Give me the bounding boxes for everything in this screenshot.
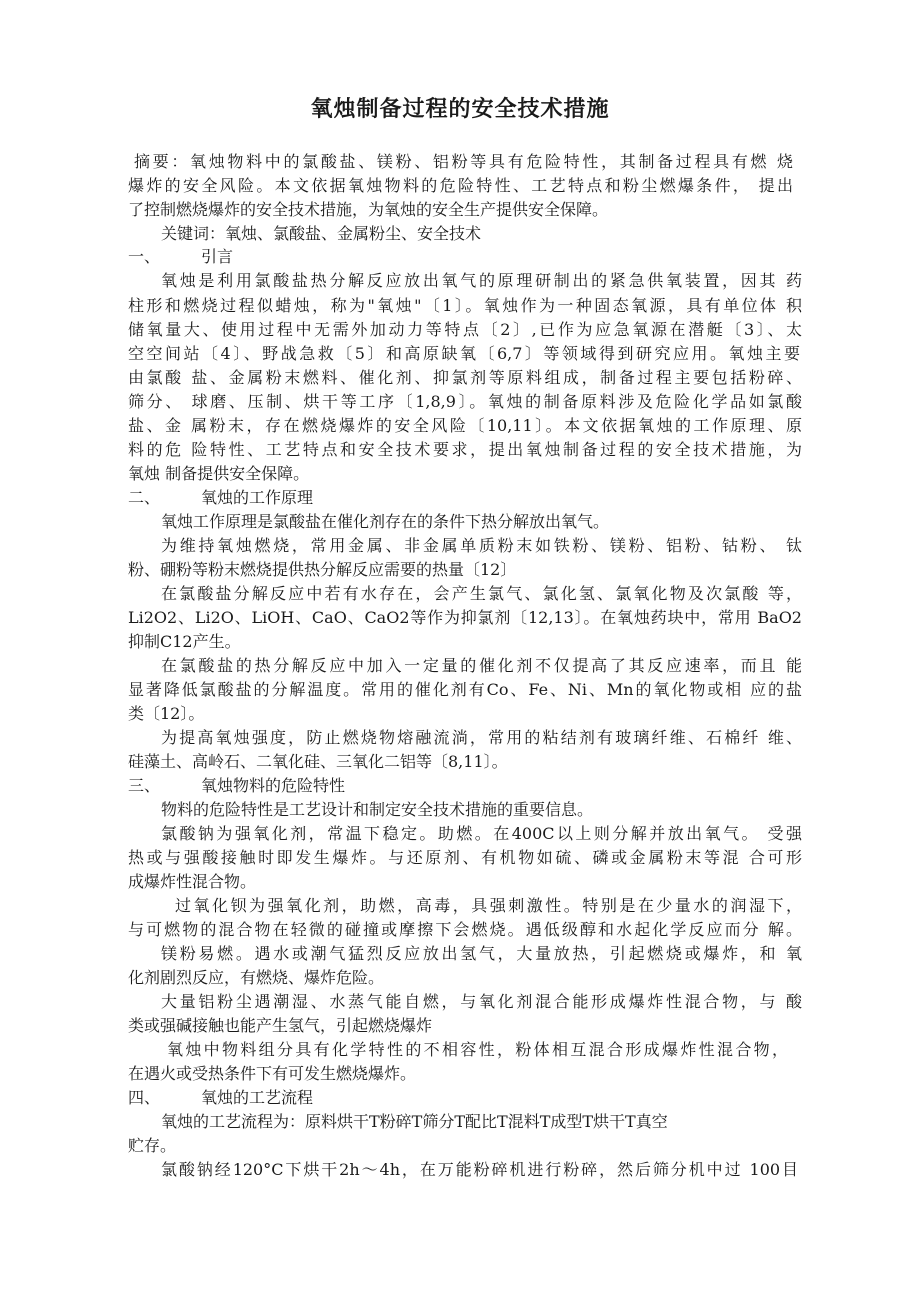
paragraph-line: 贮存。: [128, 1136, 177, 1155]
paragraph-line: 氯酸钠为强氧化剂，常温下稳定。助燃。在400C以上则分解并放出氧气。 受强: [161, 824, 802, 843]
paragraph-line: 为维持氧烛燃烧，常用金属、非金属单质粉末如铁粉、镁粉、铝粉、钴粉、 钛: [161, 536, 802, 555]
paragraph-line: Li2O2、Li2O、LiOH、CaO、CaO2等作为抑氯剂〔12,13〕。在氧烛药块中，常用 BaO2: [128, 608, 802, 627]
paragraph-line: 在氯酸盐分解反应中若有水存在，会产生氯气、氯化氢、氯氧化物及次氯酸 等，: [161, 584, 802, 603]
paragraph-line: 在氯酸盐的热分解反应中加入一定量的催化剂不仅提高了其反应速率，而且 能: [161, 656, 802, 675]
paragraph-line: 在遇火或受热条件下有可发生燃烧爆炸。: [128, 1064, 417, 1083]
abstract-line: 了控制燃烧爆炸的安全技术措施，为氧烛的安全生产提供安全保障。: [128, 200, 609, 219]
paragraph-line: 类〔12〕。: [128, 704, 205, 723]
paragraph-line: 为提高氧烛强度，防止燃烧物熔融流淌，常用的粘结剂有玻璃纤维、石棉纤 维、: [161, 728, 802, 747]
paragraph-line: 镁粉易燃。遇水或潮气猛烈反应放出氢气，大量放热，引起燃烧或爆炸，和 氧: [161, 944, 802, 963]
paragraph-line: 显著降低氯酸盐的分解温度。常用的催化剂有Co、Fe、Ni、Mn的氧化物或相 应的盐: [128, 680, 802, 699]
paragraph-line: 空空间站〔4〕、野战急救〔5〕和高原缺氧〔6,7〕等领域得到研究应用。氧烛主要: [128, 344, 800, 363]
paragraph-line: 抑制C12产生。: [128, 632, 241, 651]
keywords-line: 关键词：氧烛、氯酸盐、金属粉尘、安全技术: [161, 224, 482, 243]
paragraph-line: 氧烛工作原理是氯酸盐在催化剂存在的条件下热分解放出氧气。: [161, 512, 610, 531]
paragraph-line: 氧烛的工艺流程为：原料烘干T粉碎T筛分T配比T混料T成型T烘干T真空: [161, 1112, 668, 1131]
paragraph-line: 储氧量大、使用过程中无需外加动力等特点〔2〕,已作为应急氧源在潜艇〔3〕、太: [128, 320, 802, 339]
paragraph-line: 类或强碱接触也能产生氢气，引起燃烧爆炸: [128, 1016, 433, 1035]
paragraph-line: 氧烛 制备提供安全保障。: [128, 464, 310, 483]
paragraph-line: 与可燃物的混合物在轻微的碰撞或摩擦下会燃烧。遇低级醇和水起化学反应而分 解。: [128, 920, 802, 939]
section-heading: 引言: [201, 247, 234, 266]
abstract-line: 爆炸的安全风险。本文依据氧烛物料的危险特性、工艺特点和粉尘燃爆条件， 提出: [128, 176, 793, 195]
paragraph-line: 物料的危险特性是工艺设计和制定安全技术措施的重要信息。: [161, 800, 594, 819]
section-number: 四、: [128, 1088, 161, 1107]
section-heading: 氧烛的工作原理: [201, 488, 314, 507]
section-number: 二、: [128, 488, 161, 507]
paragraph-line: 热或与强酸接触时即发生爆炸。与还原剂、有机物如硫、磷或金属粉末等混 合可形: [128, 848, 802, 867]
paragraph-line: 氧烛是利用氯酸盐热分解反应放出氧气的原理研制出的紧急供氧装置，因其 药: [161, 271, 802, 290]
paragraph-line: 大量铝粉尘遇潮湿、水蒸气能自燃，与氧化剂混合能形成爆炸性混合物，与 酸: [161, 992, 802, 1011]
document-title: 氧烛制备过程的安全技术措施: [310, 96, 610, 122]
paragraph-line: 化剂剧烈反应，有燃烧、爆炸危险。: [128, 968, 385, 987]
paragraph-line: 料的危 险特性、工艺特点和安全技术要求，提出氧烛制备过程的安全技术措施，为: [128, 440, 802, 459]
paragraph-line: 过氧化钡为强氧化剂，助燃，高毒，具强刺激性。特别是在少量水的润湿下，: [175, 896, 802, 915]
paragraph-line: 氧烛中物料组分具有化学特性的不相容性，粉体相互混合形成爆炸性混合物，: [167, 1040, 788, 1059]
paragraph-line: 粉、硼粉等粉末燃烧提供热分解反应需要的热量〔12〕: [128, 560, 517, 579]
paragraph-line: 氯酸钠经120°C下烘干2h～4h，在万能粉碎机进行粉碎，然后筛分机中过 100目: [161, 1160, 798, 1179]
section-number: 三、: [128, 776, 161, 795]
paragraph-line: 硅藻土、高岭石、二氧化硅、三氧化二铝等〔8,11〕。: [128, 752, 508, 771]
abstract-line: 摘要：氧烛物料中的氯酸盐、镁粉、铝粉等具有危险特性，其制备过程具有燃 烧: [134, 152, 793, 171]
section-heading: 氧烛物料的危险特性: [201, 776, 346, 795]
paragraph-line: 柱形和燃烧过程似蜡烛，称为"氧烛"〔1〕。氧烛作为一种固态氧源，具有单位体 积: [128, 296, 802, 315]
paragraph-line: 成爆炸性混合物。: [128, 872, 257, 891]
section-heading: 氧烛的工艺流程: [201, 1088, 314, 1107]
section-number: 一、: [128, 247, 161, 266]
paragraph-line: 盐、金 属粉末，存在燃烧爆炸的安全风险〔10,11〕。本文依据氧烛的工作原理、原: [128, 416, 802, 435]
paragraph-line: 筛分、 球磨、压制、烘干等工序〔1,8,9〕。氧烛的制备原料涉及危险化学品如氯酸: [128, 392, 802, 411]
paragraph-line: 由氯酸 盐、金属粉末燃料、催化剂、抑氯剂等原料组成，制备过程主要包括粉碎、: [128, 368, 802, 387]
